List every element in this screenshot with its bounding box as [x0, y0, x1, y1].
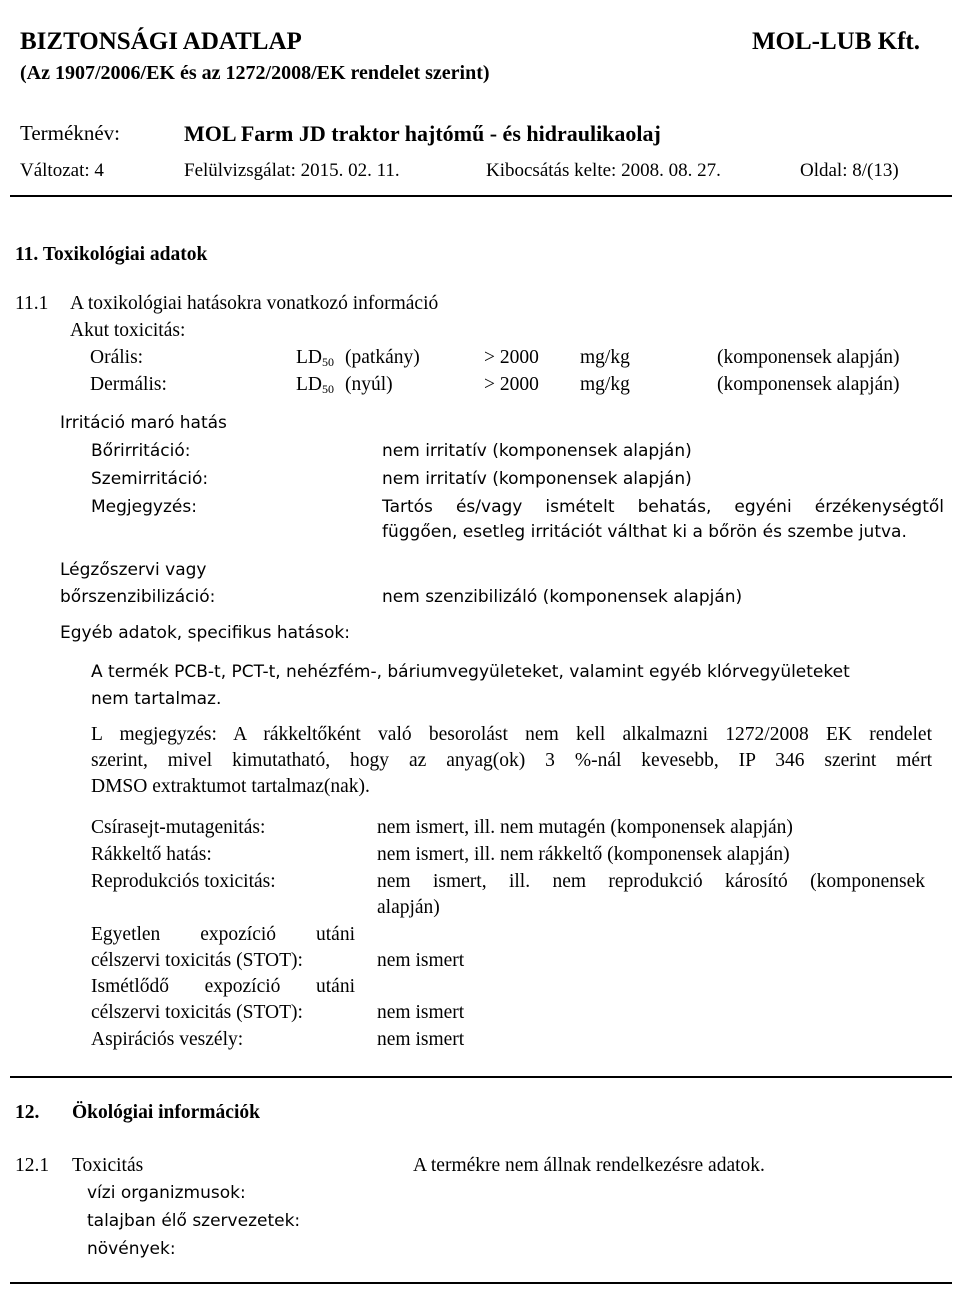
l-note-line-2: szerint, mivel kimutatható, hogy az anyag(ok) 3 %-nál kevesebb, IP 346 szerint mért: [91, 750, 932, 771]
stot-repeat-value: nem ismert: [377, 1002, 465, 1023]
route: Dermális:: [90, 374, 167, 395]
soil-organisms-label: talajban élő szervezetek:: [87, 1211, 301, 1231]
carcinogenicity-label: Rákkeltő hatás:: [91, 844, 212, 865]
stot-single-label-2: célszervi toxicitás (STOT):: [91, 950, 303, 971]
note-line-1: Tartós és/vagy ismételt behatás, egyéni érzékenységtől: [382, 497, 944, 517]
document-title: BIZTONSÁGI ADATLAP: [20, 28, 302, 55]
skin-irritation-label: Bőrirritáció:: [91, 441, 191, 461]
revision-date: Felülvizsgálat: 2015. 02. 11.: [184, 160, 400, 181]
header-divider: [10, 195, 952, 197]
pcb-paragraph-line-1: A termék PCB-t, PCT-t, nehézfém-, báriumvegyületeket, valamint egyéb klórvegyületeket: [91, 662, 850, 682]
l-note-line-3: DMSO extraktumot tartalmaz(nak).: [91, 776, 370, 797]
stot-single-value: nem ismert: [377, 950, 465, 971]
sensitization-label-2: bőrszenzibilizáció:: [60, 587, 216, 607]
stot-repeat-label-2: célszervi toxicitás (STOT):: [91, 1002, 303, 1023]
basis: (komponensek alapján): [717, 347, 900, 368]
version: Változat: 4: [20, 160, 104, 181]
note-line-2: függően, esetleg irritációt válthat ki a bőrön és szembe jutva.: [382, 522, 907, 542]
section-11-1-title: A toxikológiai hatásokra vonatkozó információ: [70, 293, 439, 314]
mutagenicity-value: nem ismert, ill. nem mutagén (komponensek alapján): [377, 817, 793, 838]
other-data-label: Egyéb adatok, specifikus hatások:: [60, 623, 350, 643]
unit: mg/kg: [580, 347, 630, 368]
product-label: Terméknév:: [20, 121, 120, 145]
sensitization-label-1: Légzőszervi vagy: [60, 560, 207, 580]
l-note-line-1: L megjegyzés: A rákkeltőként való besorolást nem kell alkalmazni 1272/2008 EK rendelet: [91, 724, 932, 745]
section-12-number: 12.: [15, 1102, 40, 1123]
section-12-heading: Ökológiai információk: [72, 1102, 260, 1123]
reproductive-toxicity-value-1: nem ismert, ill. nem reprodukció károsító (komponensek: [377, 871, 925, 892]
footer-divider: [10, 1282, 952, 1284]
pcb-paragraph-line-2: nem tartalmaz.: [91, 689, 222, 709]
value: > 2000: [484, 374, 539, 395]
sensitization-value: nem szenzibilizáló (komponensek alapján): [382, 587, 743, 607]
aspiration-value: nem ismert: [377, 1029, 465, 1050]
value: > 2000: [484, 347, 539, 368]
stot-single-label-1: Egyetlen expozíció utáni: [91, 924, 355, 945]
section-divider: [10, 1076, 952, 1078]
skin-irritation-value: nem irritatív (komponensek alapján): [382, 441, 692, 461]
note-label: Megjegyzés:: [91, 497, 197, 517]
test-type: $LD_{50}$: [296, 374, 334, 396]
product-name: MOL Farm JD traktor hajtómű - és hidraulikaolaj: [184, 121, 661, 146]
test-type: $LD_{50}$: [296, 347, 334, 369]
eye-irritation-label: Szemirritáció:: [91, 469, 209, 489]
aquatic-organisms-label: vízi organizmusok:: [87, 1183, 246, 1203]
section-11-1-number: 11.1: [15, 293, 49, 314]
species: (nyúl): [345, 374, 393, 395]
irritation-label: Irritáció maró hatás: [60, 413, 227, 433]
reproductive-toxicity-value-2: alapján): [377, 897, 440, 918]
issue-date: Kibocsátás kelte: 2008. 08. 27.: [486, 160, 721, 181]
mutagenicity-label: Csírasejt-mutagenitás:: [91, 817, 266, 838]
species: (patkány): [345, 347, 420, 368]
carcinogenicity-value: nem ismert, ill. nem rákkeltő (komponensek alapján): [377, 844, 790, 865]
regulation-note: (Az 1907/2006/EK és az 1272/2008/EK rendelet szerint): [20, 62, 490, 84]
section-11-heading: 11. Toxikológiai adatok: [15, 244, 208, 265]
section-12-1-value: A termékre nem állnak rendelkezésre adatok.: [413, 1155, 765, 1176]
unit: mg/kg: [580, 374, 630, 395]
reproductive-toxicity-label: Reprodukciós toxicitás:: [91, 871, 276, 892]
eye-irritation-value: nem irritatív (komponensek alapján): [382, 469, 692, 489]
stot-repeat-label-1: Ismétlődő expozíció utáni: [91, 976, 355, 997]
acute-toxicity-label: Akut toxicitás:: [70, 320, 186, 341]
route: Orális:: [90, 347, 144, 368]
plants-label: növények:: [87, 1239, 176, 1259]
page-number: Oldal: 8/(13): [800, 160, 899, 181]
company-name: MOL-LUB Kft.: [751, 28, 920, 55]
basis: (komponensek alapján): [717, 374, 900, 395]
aspiration-label: Aspirációs veszély:: [91, 1029, 244, 1050]
section-12-1-title: Toxicitás: [72, 1155, 144, 1176]
section-12-1-number: 12.1: [15, 1155, 50, 1176]
